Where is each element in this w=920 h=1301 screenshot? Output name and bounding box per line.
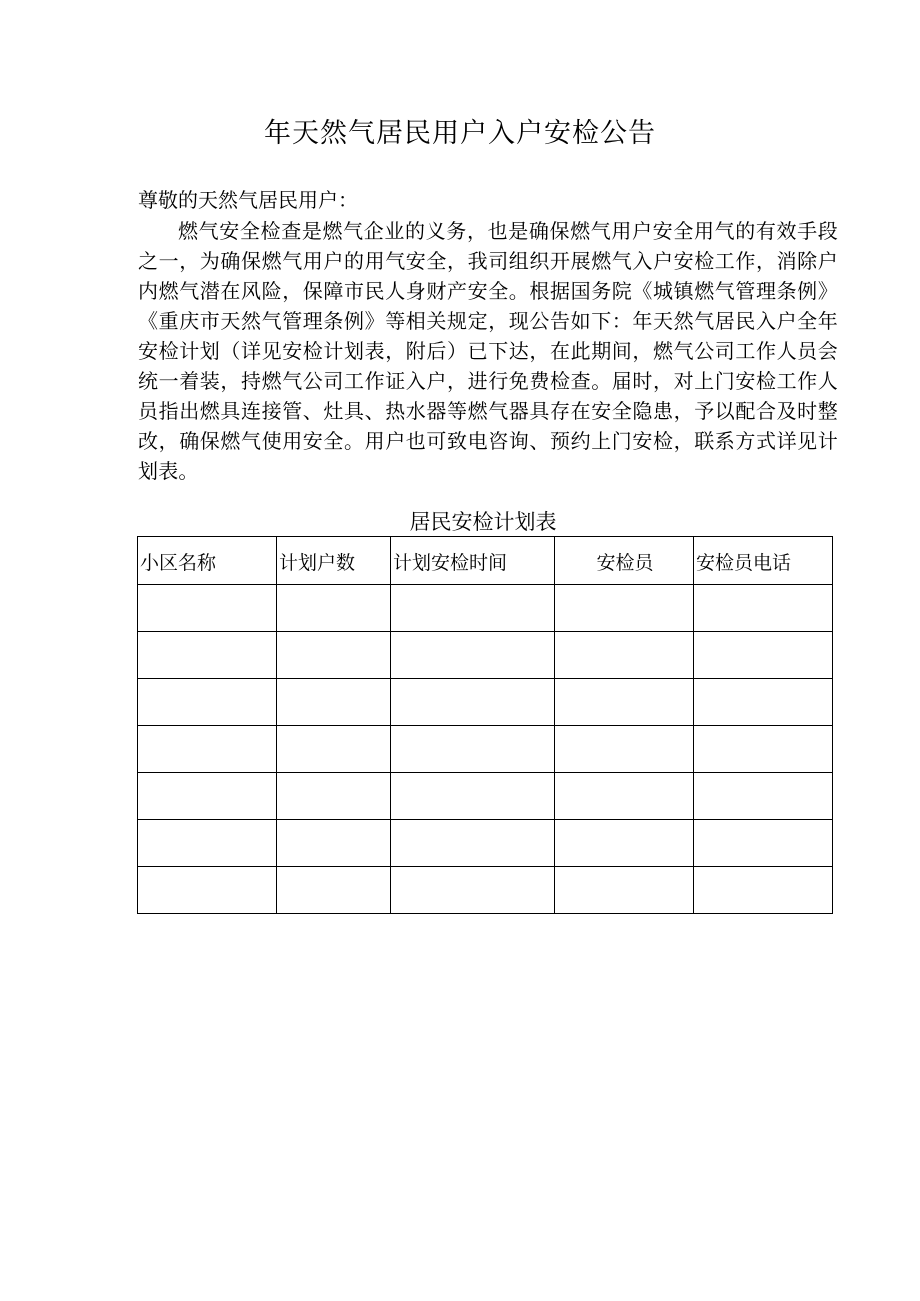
table-cell [391,585,555,632]
table-row [138,585,833,632]
table-cell [391,726,555,773]
table-row [138,867,833,914]
table-cell [391,820,555,867]
table-caption: 居民安检计划表 [409,510,557,534]
table-cell [138,726,277,773]
table-cell [277,773,391,820]
table-cell [555,820,694,867]
table-cell [138,867,277,914]
table-row [138,632,833,679]
table-cell [391,867,555,914]
table-cell [555,867,694,914]
table-cell [391,632,555,679]
table-row [138,773,833,820]
table-cell [277,585,391,632]
header-inspector: 安检员 [555,537,694,585]
announcement-body: 燃气安全检查是燃气企业的义务，也是确保燃气用户安全用气的有效手段之一，为确保燃气用户的用气安全，我司组织开展燃气入户安检工作，消除户内燃气潜在风险，保障市民人身财产安全。根据国务院《城镇燃气管理条例》《重庆市天然气管理条例》等相关规定，现公告如下：年天然气居民入户全年安检计划（详见安检计划表，附后）已下达，在此期间，燃气公司工作人员会统一着装，持燃气公司工作证入户，进行免费检查。届时，对上门安检工作人员指出燃具连接管、灶具、热水器等燃气器具存在安全隐患，予以配合及时整改，确保燃气使用安全。用户也可致电咨询、预约上门安检，联系方式详见计划表。 [138,219,838,483]
header-planned-inspection-time: 计划安检时间 [391,537,555,585]
table-cell [138,820,277,867]
table-cell [555,632,694,679]
table-cell [694,773,833,820]
salutation: 尊敬的天然气居民用户： [138,188,358,212]
table-cell [138,679,277,726]
table-cell [391,773,555,820]
table-cell [694,726,833,773]
table-cell [555,726,694,773]
table-cell [277,820,391,867]
table-cell [694,585,833,632]
page-title: 年天然气居民用户入户安检公告 [264,118,656,149]
table-cell [555,679,694,726]
table-header-row [138,537,833,585]
table-cell [277,726,391,773]
table-cell [138,585,277,632]
table-cell [391,679,555,726]
header-planned-households: 计划户数 [277,537,391,585]
header-inspector-phone: 安检员电话 [694,537,833,585]
table-row [138,820,833,867]
header-community-name: 小区名称 [138,537,277,585]
table-cell [555,773,694,820]
inspection-plan-table [137,536,833,914]
table-cell [694,632,833,679]
table-cell [138,632,277,679]
table-cell [277,867,391,914]
table-row [138,726,833,773]
table-cell [694,867,833,914]
table-cell [694,679,833,726]
table-cell [277,632,391,679]
table-cell [555,585,694,632]
table-row [138,679,833,726]
table-cell [694,820,833,867]
table-cell [138,773,277,820]
table-cell [277,679,391,726]
